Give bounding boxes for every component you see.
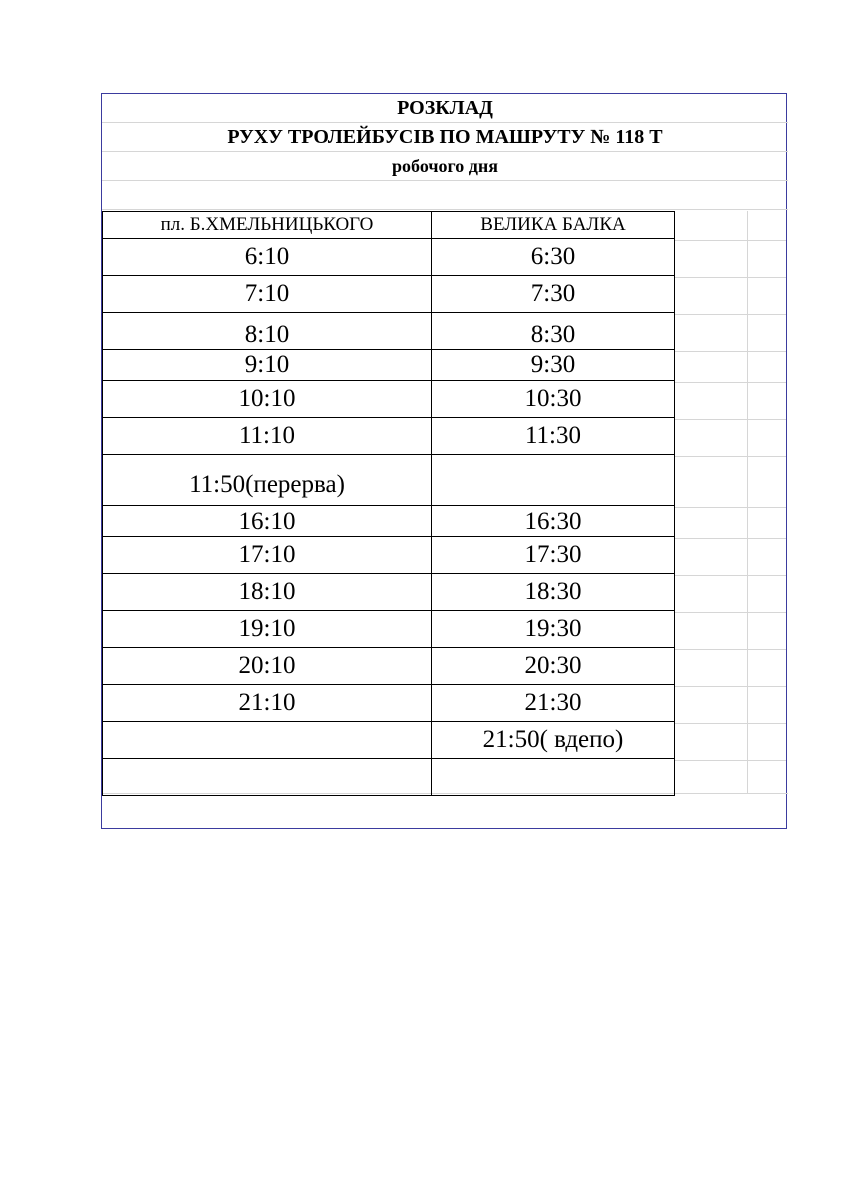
departure-origin: 10:10 [103, 381, 432, 418]
column-header-destination: ВЕЛИКА БАЛКА [432, 212, 675, 239]
grid-line [674, 456, 786, 457]
departure-origin: 17:10 [103, 537, 432, 574]
grid-line [674, 575, 786, 576]
table-row [103, 537, 675, 574]
departure-origin: 16:10 [103, 506, 432, 537]
departure-origin: 11:50(перерва) [103, 455, 432, 506]
departure-origin [103, 722, 432, 759]
grid-line [674, 612, 786, 613]
grid-line [102, 122, 788, 123]
table-row [103, 276, 675, 313]
departure-destination: 19:30 [432, 611, 675, 648]
day-type-label: робочого дня [392, 156, 498, 176]
grid-line [674, 538, 786, 539]
departure-destination: 16:30 [432, 506, 675, 537]
departure-origin: 19:10 [103, 611, 432, 648]
departure-destination: 8:30 [432, 313, 675, 350]
column-header-origin: пл. Б.ХМЕЛЬНИЦЬКОГО [103, 212, 432, 239]
departure-origin: 11:10 [103, 418, 432, 455]
grid-line [102, 209, 788, 210]
spreadsheet-sheet [101, 93, 787, 829]
departure-destination: 18:30 [432, 574, 675, 611]
table-row [103, 313, 675, 350]
grid-line [674, 240, 786, 241]
departure-destination [432, 759, 675, 796]
grid-line [674, 686, 786, 687]
departure-destination: 20:30 [432, 648, 675, 685]
table-row [103, 455, 675, 506]
grid-line [747, 211, 748, 793]
route-title: РУХУ ТРОЛЕЙБУСІВ ПО МАШРУТУ № 118 Т [227, 126, 663, 148]
grid-line [674, 351, 786, 352]
table-row [103, 648, 675, 685]
grid-line [674, 419, 786, 420]
table-header-row [103, 212, 675, 239]
table-row [103, 239, 675, 276]
grid-line [674, 649, 786, 650]
departure-destination: 21:30 [432, 685, 675, 722]
grid-line [674, 723, 786, 724]
grid-line [674, 314, 786, 315]
departure-origin: 6:10 [103, 239, 432, 276]
departure-destination: 7:30 [432, 276, 675, 313]
departure-origin: 20:10 [103, 648, 432, 685]
departure-destination [432, 455, 675, 506]
table-row [103, 574, 675, 611]
grid-line [674, 760, 786, 761]
grid-line [102, 151, 788, 152]
departure-origin [103, 759, 432, 796]
departure-destination: 10:30 [432, 381, 675, 418]
table-row [103, 350, 675, 381]
departure-destination: 21:50( вдепо) [432, 722, 675, 759]
table-row [103, 506, 675, 537]
table-row [103, 759, 675, 796]
departure-destination: 17:30 [432, 537, 675, 574]
table-row [103, 722, 675, 759]
table-row [103, 418, 675, 455]
departure-destination: 11:30 [432, 418, 675, 455]
table-row [103, 381, 675, 418]
grid-line [674, 507, 786, 508]
departure-destination: 6:30 [432, 239, 675, 276]
departure-destination: 9:30 [432, 350, 675, 381]
departure-origin: 9:10 [103, 350, 432, 381]
departure-origin: 18:10 [103, 574, 432, 611]
departure-origin: 7:10 [103, 276, 432, 313]
departure-origin: 8:10 [103, 313, 432, 350]
grid-line [102, 180, 788, 181]
schedule-table [102, 211, 675, 796]
departure-origin: 21:10 [103, 685, 432, 722]
grid-line [674, 277, 786, 278]
table-row [103, 611, 675, 648]
grid-line [674, 382, 786, 383]
table-row [103, 685, 675, 722]
page-title: РОЗКЛАД [397, 97, 493, 119]
